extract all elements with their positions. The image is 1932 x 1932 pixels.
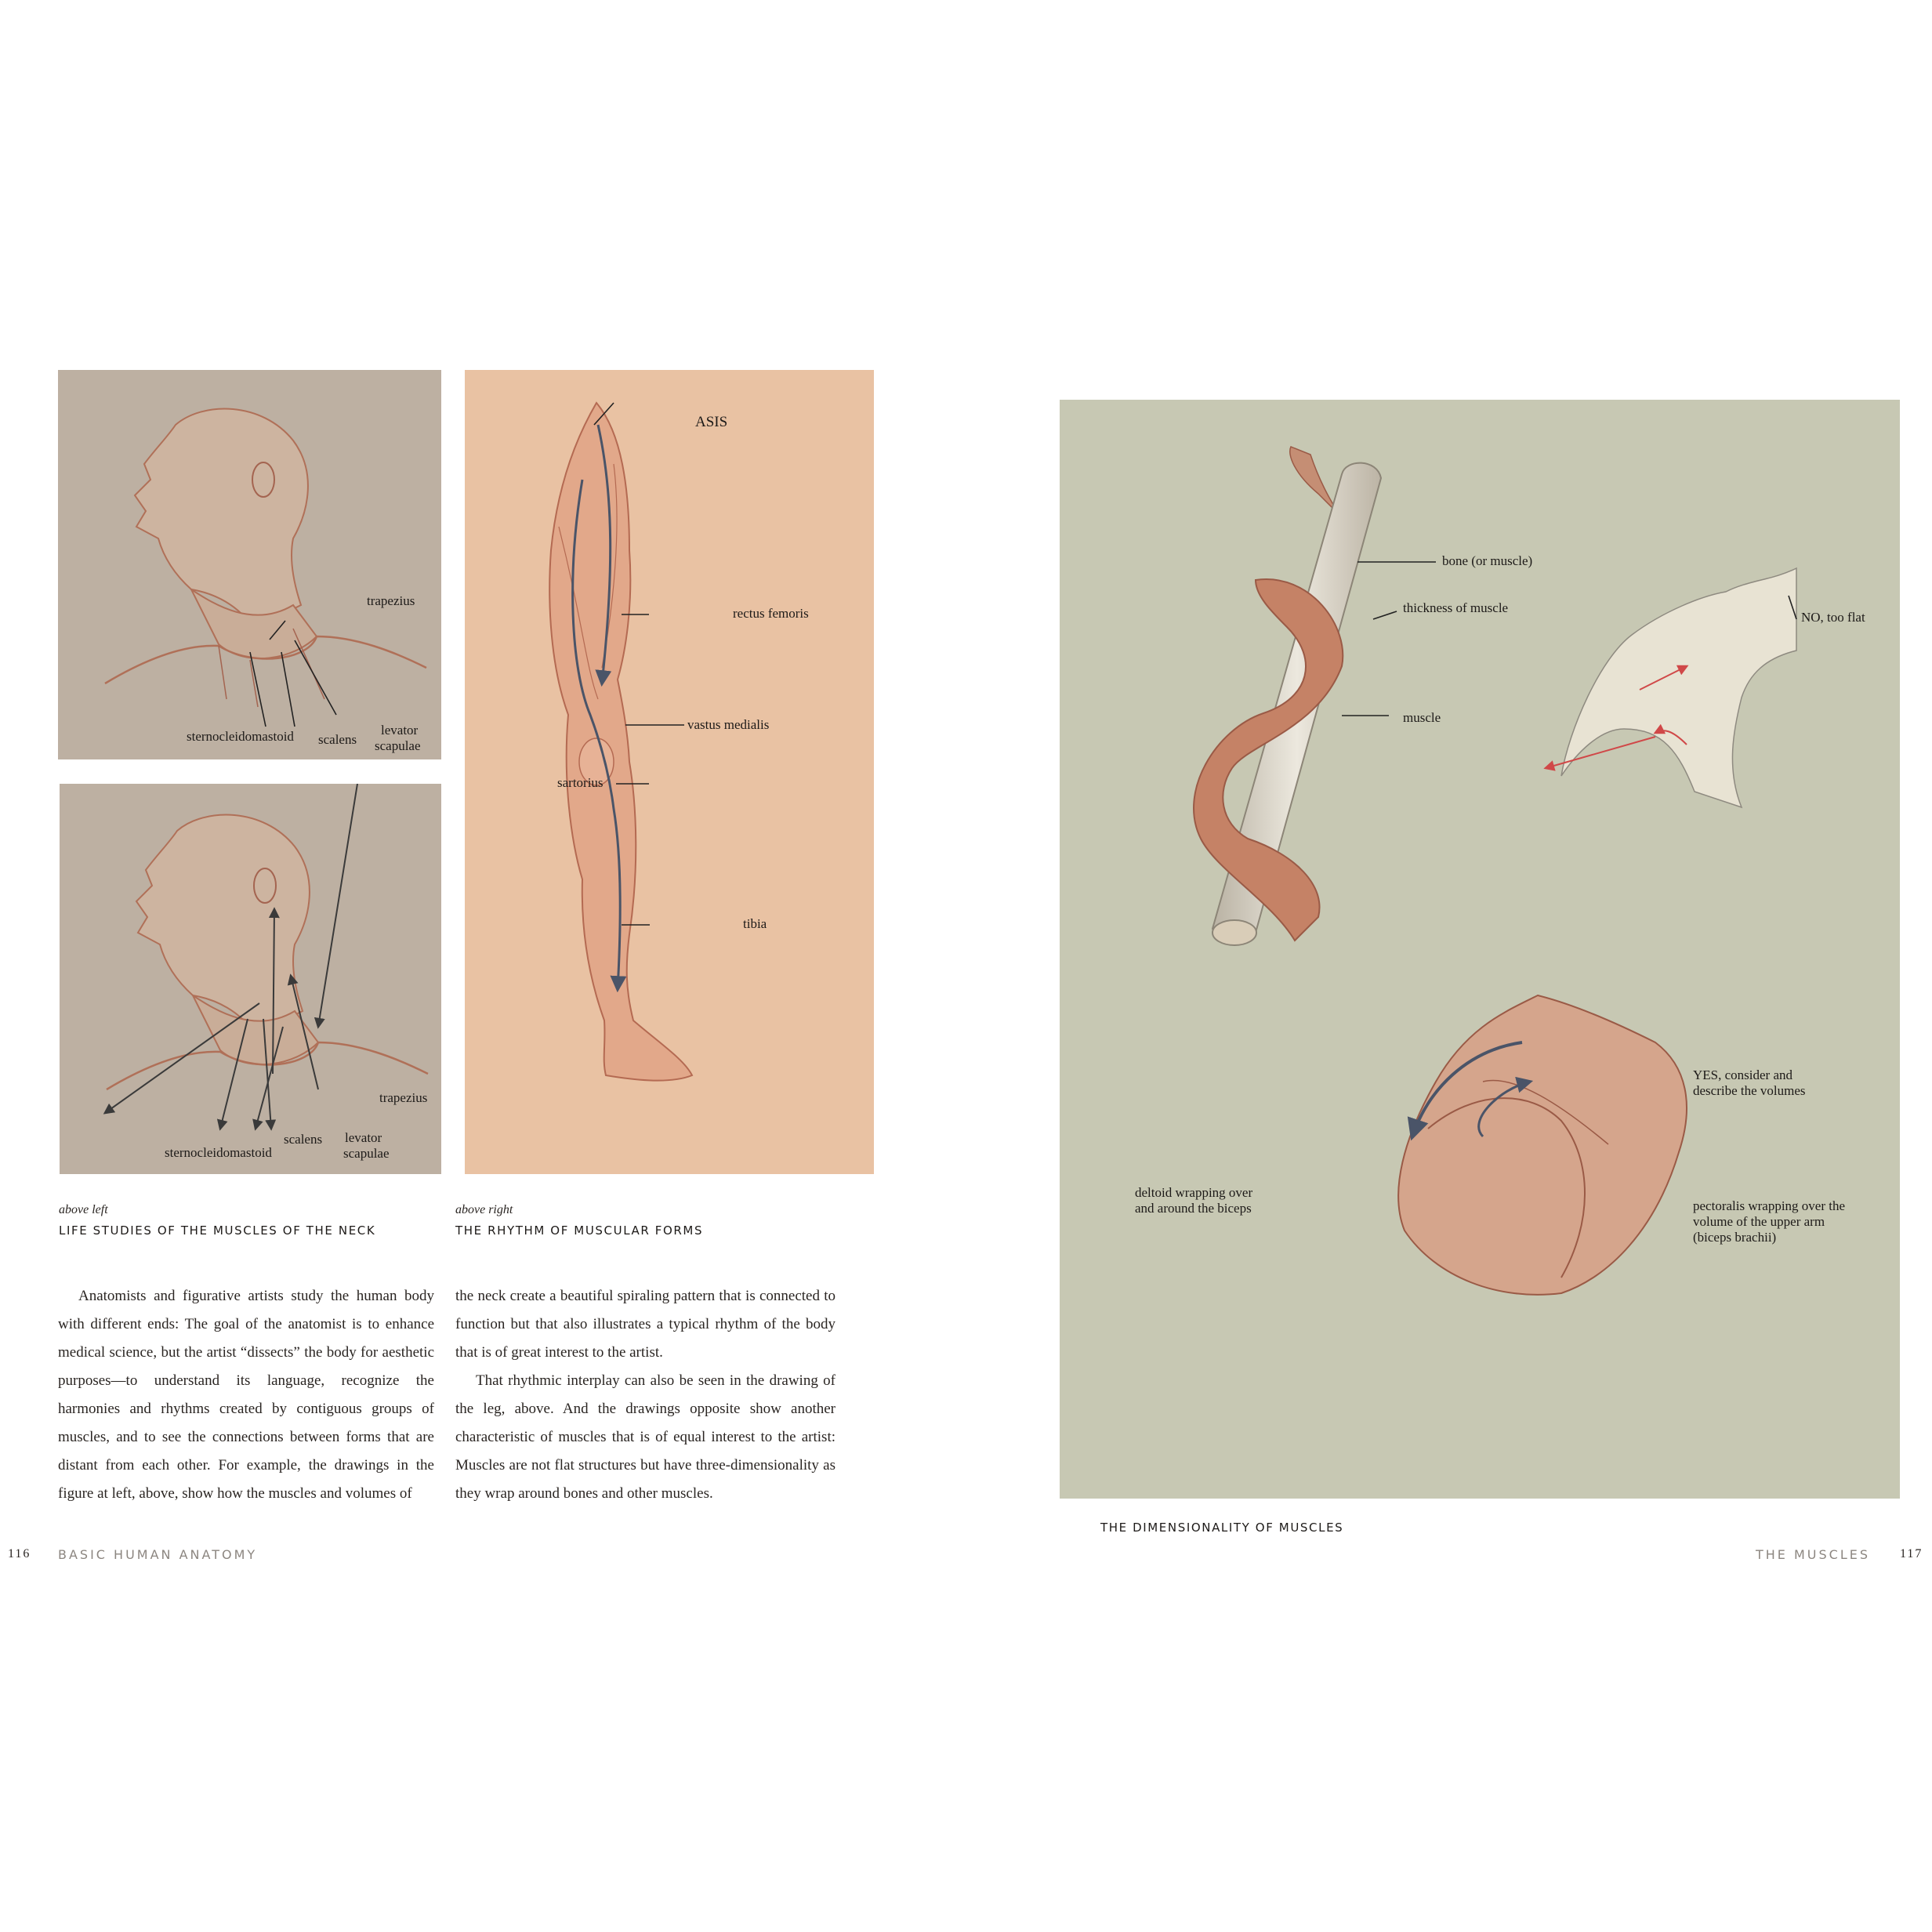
label-muscle: muscle <box>1403 710 1441 725</box>
label-scalens: scalens <box>318 732 357 747</box>
label-pectoralis-line-2: volume of the upper arm <box>1693 1214 1825 1229</box>
running-head-right: THE MUSCLES <box>1756 1547 1871 1562</box>
caption-left-title: LIFE STUDIES OF THE MUSCLES OF THE NECK <box>59 1223 376 1238</box>
dimensionality-drawing <box>1060 400 1900 1499</box>
label-levator-2: levator <box>345 1130 382 1145</box>
label-bone-or-muscle: bone (or muscle) <box>1442 553 1533 568</box>
body-text-column-2 <box>455 1282 836 1508</box>
label-no-too-flat: NO, too flat <box>1801 610 1865 625</box>
body-paragraph-2: the neck create a beautiful spiraling pattern that is connected to function but that also illustrates a typical rhythm of the body that is of great interest to the artist. <box>455 1288 836 1361</box>
label-deltoid-line-1: deltoid wrapping over <box>1135 1185 1253 1200</box>
label-scapulae-2: scapulae <box>343 1146 390 1161</box>
leg-rhythm-drawing <box>465 370 874 1174</box>
caption-right-title: THE RHYTHM OF MUSCULAR FORMS <box>455 1223 704 1238</box>
label-trapezius-2: trapezius <box>379 1090 428 1105</box>
label-tibia: tibia <box>743 916 767 931</box>
body-text-column-1 <box>58 1282 434 1508</box>
label-yes-line-1: YES, consider and <box>1693 1067 1793 1082</box>
label-sternocleidomastoid-2: sternocleidomastoid <box>165 1145 272 1160</box>
neck-study-bottom-sketch <box>60 784 441 1174</box>
label-scapulae: scapulae <box>375 738 421 753</box>
label-deltoid-line-2: and around the biceps <box>1135 1201 1252 1216</box>
caption-dimensionality: THE DIMENSIONALITY OF MUSCLES <box>1100 1521 1344 1535</box>
label-asis: ASIS <box>695 414 728 430</box>
neck-study-top-sketch <box>58 370 441 759</box>
label-pectoralis-line-3: (biceps brachii) <box>1693 1230 1777 1245</box>
label-sternocleidomastoid: sternocleidomastoid <box>187 729 294 744</box>
page-number-left: 116 <box>8 1547 31 1560</box>
caption-left-position: above left <box>59 1203 108 1216</box>
label-thickness-of-muscle: thickness of muscle <box>1403 600 1509 615</box>
label-sartorius: sartorius <box>557 775 604 790</box>
label-vastus-medialis: vastus medialis <box>687 717 770 732</box>
label-scalens-2: scalens <box>284 1132 323 1147</box>
body-paragraph-3: That rhythmic interplay can also be seen in the drawing of the leg, above. And the drawings opposite show another characteristic of muscles that is of equal interest to the artist: Muscles are not flat structures but have three-dimensionality as they wrap around bones and other muscles. <box>455 1372 836 1502</box>
label-trapezius: trapezius <box>367 593 415 608</box>
running-head-left: BASIC HUMAN ANATOMY <box>58 1547 258 1562</box>
neck-study-bottom-drawing <box>60 784 441 1174</box>
neck-study-top-drawing <box>58 370 441 759</box>
body-paragraph-1: Anatomists and figurative artists study the human body with different ends: The goal of the anatomist is to enhance medical science, but the artist “dissects” the body for aesthetic purposes—to understand its language, recognize the harmonies and rhythms created by contiguous groups of muscles, and to see the connections between forms that are distant from each other. For example, the drawings in the figure at left, above, show how the muscles and volumes of <box>58 1288 434 1502</box>
label-levator: levator <box>381 723 419 738</box>
label-pectoralis-line-1: pectoralis wrapping over the <box>1693 1198 1846 1213</box>
page-number-right: 117 <box>1900 1547 1923 1560</box>
label-rectus-femoris: rectus femoris <box>733 606 809 621</box>
caption-right-position: above right <box>455 1203 513 1216</box>
leg-rhythm-sketch <box>465 370 874 1174</box>
label-yes-line-2: describe the volumes <box>1693 1083 1806 1098</box>
